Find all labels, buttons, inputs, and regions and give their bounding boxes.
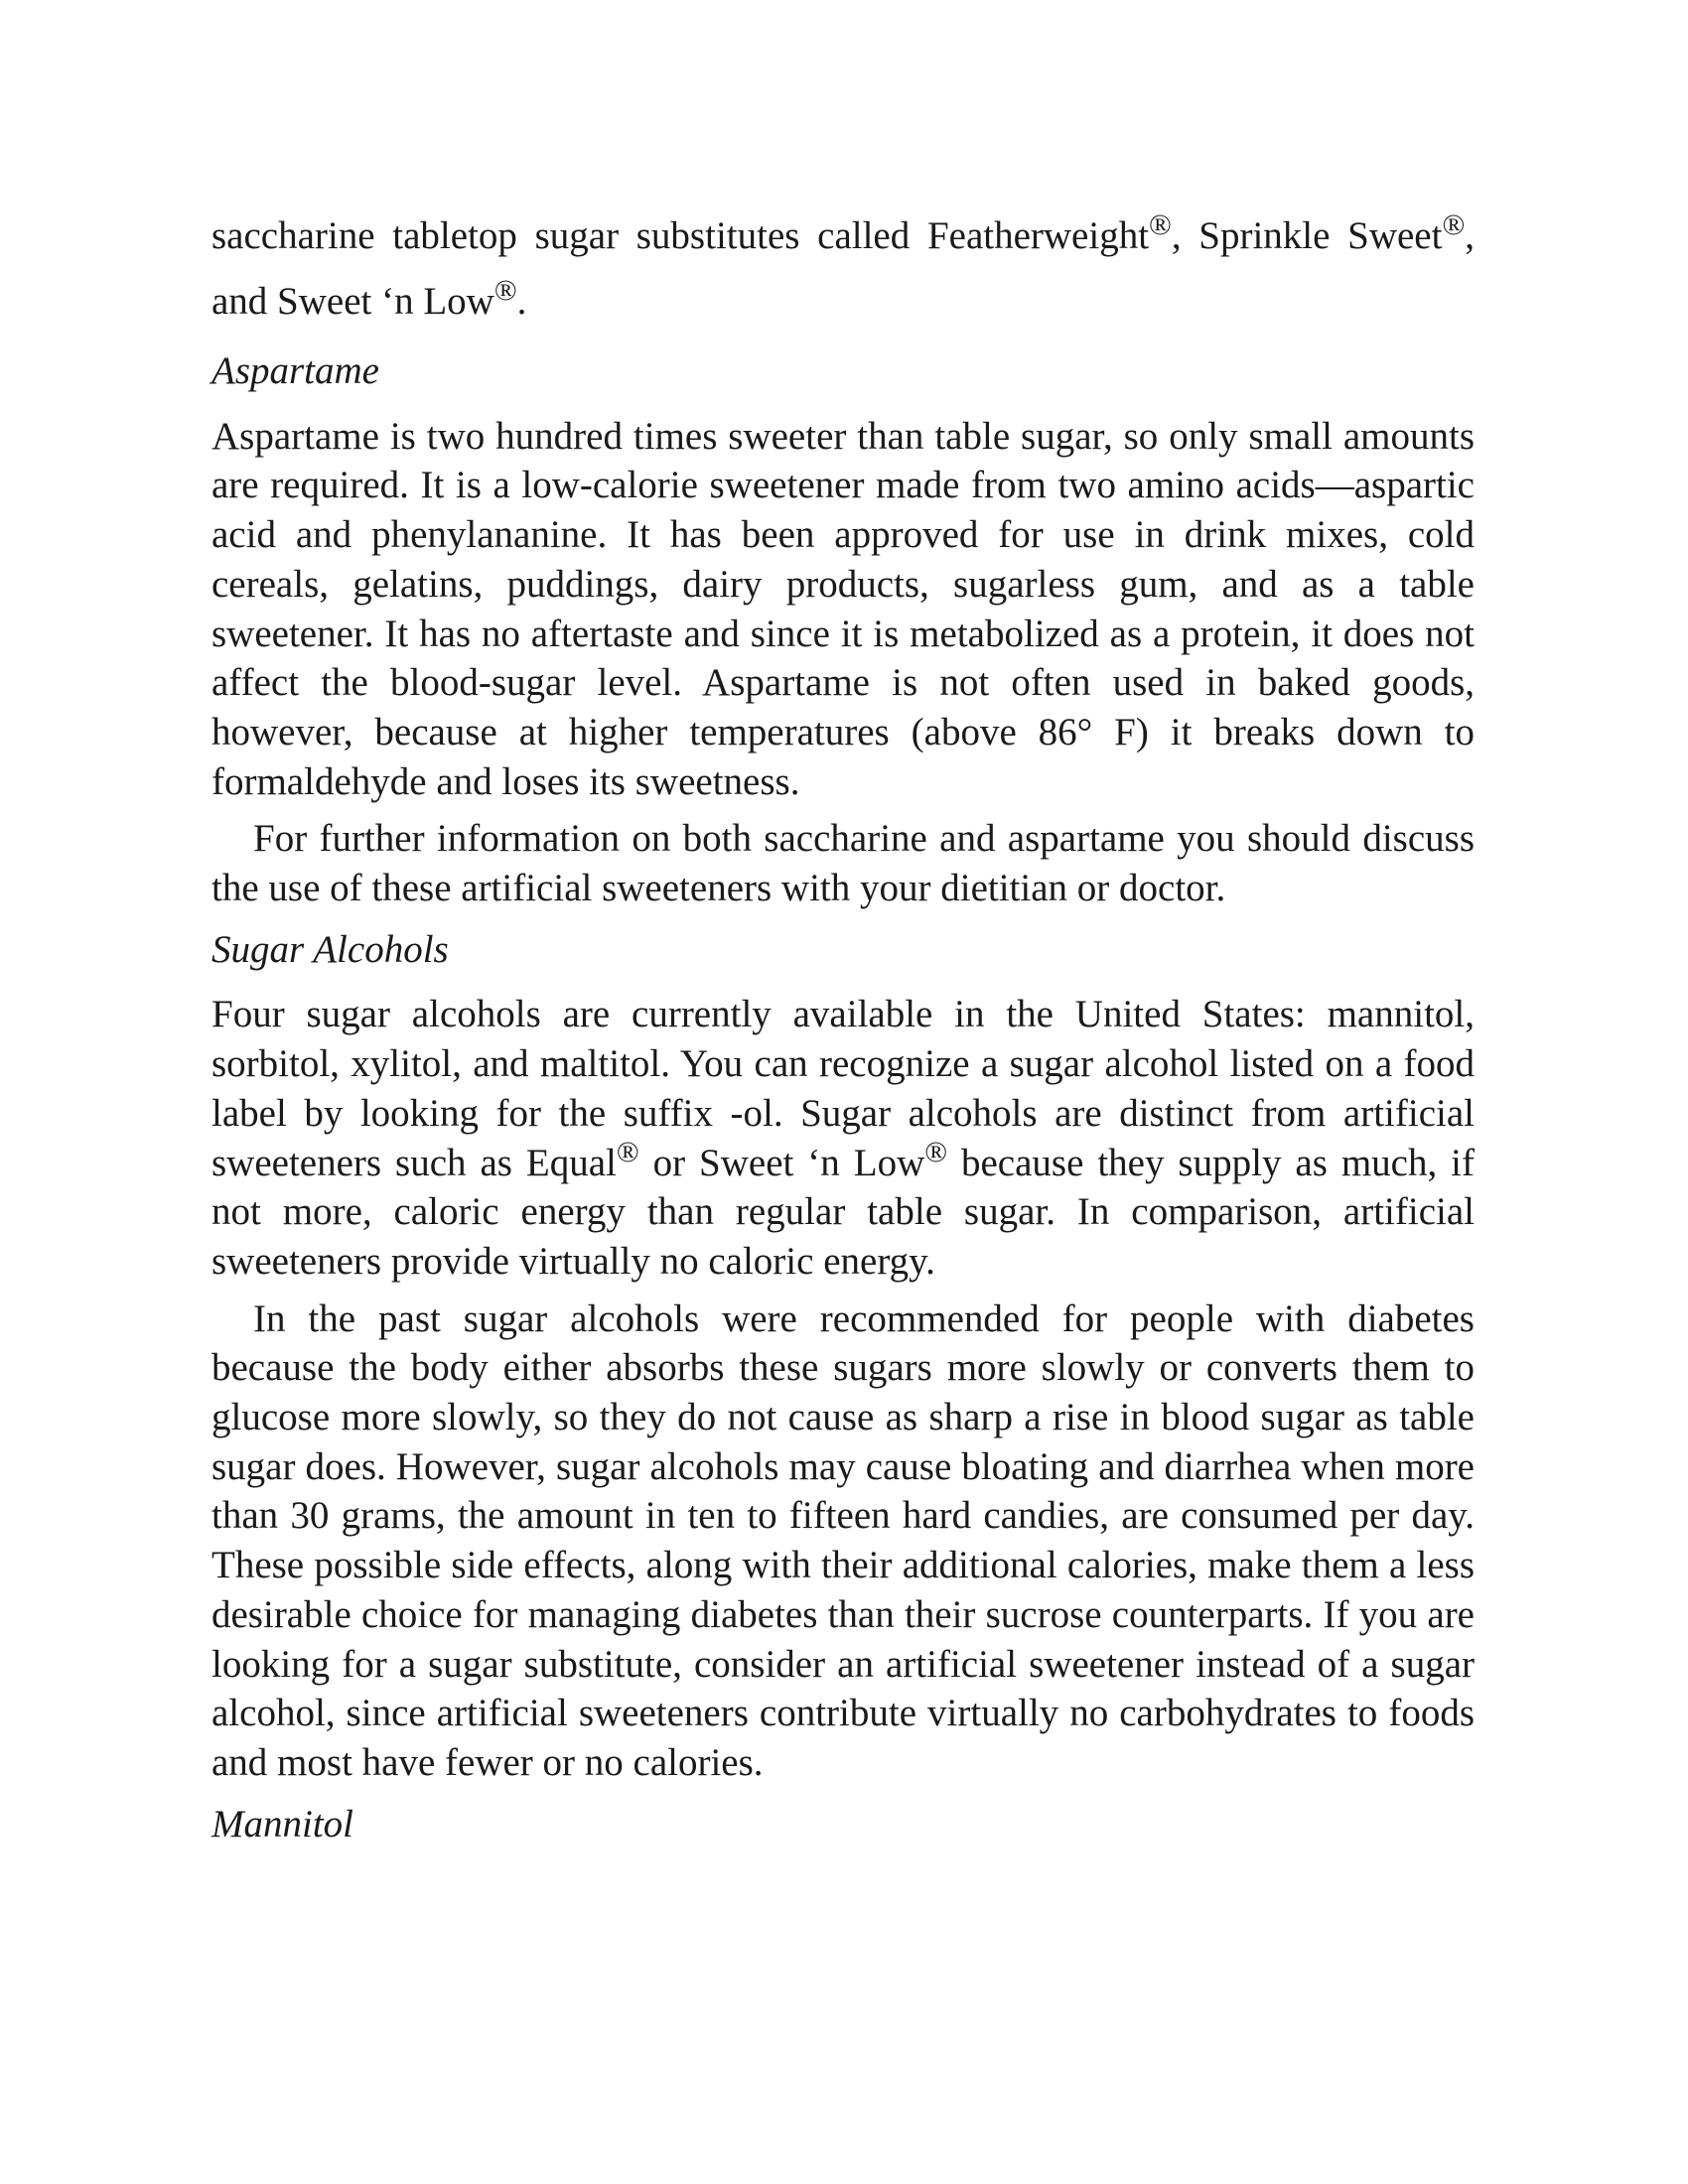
document-page <box>211 204 1475 1864</box>
intro-text-1: saccharine tabletop sugar substitutes called Featherweight <box>211 214 1150 257</box>
sugar-alcohols-text-3: because they supply as much, if not more, caloric energy than regular table sugar. In comparison, artificial sweeteners provide virtually no caloric energy. <box>211 1141 1475 1283</box>
heading-aspartame: Aspartame <box>211 349 379 392</box>
aspartame-paragraph-1: Aspartame is two hundred times sweeter than table sugar, so only small amounts are required. It is a low-calorie sweetener made from two amino acids—aspartic acid and phenylananine. It has been approved for use in drink mixes, cold cereals, gelatins, puddings, dairy products, sugarless gum, and as a table sweetener. It has no aftertaste and since it is metabolized as a protein, it does not affect the blood-sugar level. Aspartame is not often used in baked goods, however, because at higher temperatures (above 86° F) it breaks down to formaldehyde and loses its sweetness. <box>211 414 1475 803</box>
sugar-alcohols-text-1: Four sugar alcohols are currently available in the United States: mannitol, sorbitol, xylitol, and maltitol. You can recognize a sugar alcohol listed on a food label by looking for the suffix -ol. Sugar alcohols are distinct from artificial sweeteners such as Equal <box>211 993 1475 1184</box>
aspartame-paragraph-2: For further information on both saccharine and aspartame you should discuss the use of these artificial sweeteners with your dietitian or doctor. <box>211 817 1475 910</box>
registered-mark: ® <box>493 274 517 307</box>
sugar-alcohols-paragraph-1 <box>211 990 1475 1286</box>
registered-mark: ® <box>616 1135 639 1168</box>
registered-mark: ® <box>1149 208 1172 241</box>
intro-text-2: , Sprinkle Sweet <box>1171 214 1443 257</box>
heading-mannitol: Mannitol <box>211 1802 353 1845</box>
intro-text-3: , and Sweet ‘n Low <box>211 214 1475 323</box>
registered-mark: ® <box>1442 208 1466 241</box>
intro-paragraph <box>211 204 1475 335</box>
registered-mark: ® <box>924 1135 948 1168</box>
intro-text-4: . <box>516 280 527 323</box>
sugar-alcohols-text-2: or Sweet ‘n Low <box>638 1141 925 1184</box>
heading-sugar-alcohols: Sugar Alcohols <box>211 927 449 971</box>
sugar-alcohols-paragraph-2: In the past sugar alcohols were recommended for people with diabetes because the body either absorbs these sugars more slowly or converts them to glucose more slowly, so they do not cause as sharp a rise in blood sugar as table sugar does. However, sugar alcohols may cause bloating and diarrhea when more than 30 grams, the amount in ten to fifteen hard candies, are consumed per day. These possible side effects, along with their additional calories, make them a less desirable choice for managing diabetes than their sucrose counterparts. If you are looking for a sugar substitute, consider an artificial sweetener instead of a sugar alcohol, since artificial sweeteners contribute virtually no carbohydrates to foods and most have fewer or no calories. <box>211 1297 1475 1784</box>
